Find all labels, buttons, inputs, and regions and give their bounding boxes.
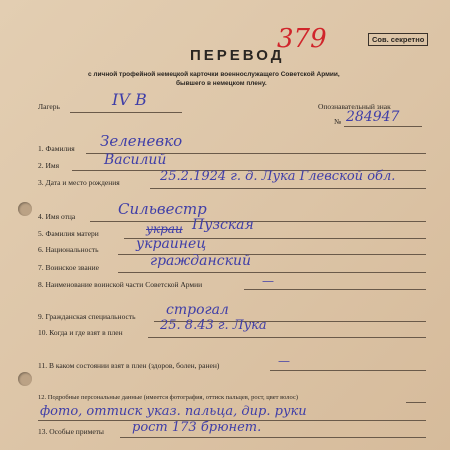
tag-label: Опознавательный знак xyxy=(318,102,391,111)
underline xyxy=(150,188,426,189)
field-value-profession: строгал xyxy=(166,302,229,318)
underline xyxy=(244,289,426,290)
field-value-personal-data: фото, оттиск указ. пальца, дир. руки xyxy=(40,404,307,419)
field-label-mother: 5. Фамилия матери xyxy=(38,229,99,238)
field-label-unit: 8. Наименование воинской части Советской Армии xyxy=(38,280,203,289)
field-label-marks: 13. Особые приметы xyxy=(38,427,104,436)
doc-title: ПЕРЕВОД xyxy=(190,47,285,64)
field-label-nationality: 6. Национальность xyxy=(38,245,99,254)
field-label-condition: 11. В каком состоянии взят в плен (здоров, болен, ранен) xyxy=(38,361,220,370)
field-label-profession: 9. Гражданская специальность xyxy=(38,312,136,321)
field-value-captured: 25. 8.43 г. Лука xyxy=(160,318,267,333)
field-value-mother: Пузская xyxy=(192,217,254,233)
field-value-surname: Зеленевко xyxy=(100,132,183,150)
field-label-name: 2. Имя xyxy=(38,161,60,170)
tag-no-label: № xyxy=(334,117,342,126)
field-label-captured: 10. Когда и где взят в плен xyxy=(38,328,123,337)
field-value-condition: — xyxy=(278,354,290,368)
field-value-name: Василий xyxy=(104,152,167,168)
camp-label: Лагерь xyxy=(38,102,60,111)
underline xyxy=(406,402,426,403)
subtitle-line-2: бывшего в немецком плену. xyxy=(176,80,267,87)
tag-value: 284947 xyxy=(346,109,400,125)
field-value-father: Сильвестр xyxy=(118,200,207,218)
underline xyxy=(120,437,426,438)
field-value-unit: — xyxy=(262,274,274,288)
field-value-nationality: украинец xyxy=(136,236,207,252)
field-value-mother-struck: украи xyxy=(146,222,183,236)
camp-value: IV B xyxy=(112,90,147,109)
doc-number: 379 xyxy=(277,24,327,54)
camp-underline xyxy=(70,112,182,113)
underline xyxy=(118,272,426,273)
field-value-marks: рост 173 брюнет. xyxy=(132,420,262,435)
subtitle-line-1: с личной трофейной немецкой карточки военнослужащего Советской Армии, xyxy=(88,71,340,78)
underline xyxy=(90,221,426,222)
field-label-rank: 7. Воинское звание xyxy=(38,263,100,272)
secrecy-stamp: Сов. секретно xyxy=(368,33,428,46)
punch-hole xyxy=(18,202,32,216)
field-label-father: 4. Имя отца xyxy=(38,212,76,221)
underline xyxy=(270,370,426,371)
field-value-rank: гражданский xyxy=(150,253,251,269)
field-label-birth: 3. Дата и место рождения xyxy=(38,178,120,187)
field-label-surname: 1. Фамилия xyxy=(38,144,75,153)
field-value-birth: 25.2.1924 г. д. Лука Глевской обл. xyxy=(160,169,396,184)
underline xyxy=(148,337,426,338)
punch-hole xyxy=(18,372,32,386)
field-label-personal-data: 12. Подробные персональные данные (имеется фотография, оттиск пальцев, рост, цвет волос) xyxy=(38,394,298,401)
tag-underline xyxy=(344,126,422,127)
